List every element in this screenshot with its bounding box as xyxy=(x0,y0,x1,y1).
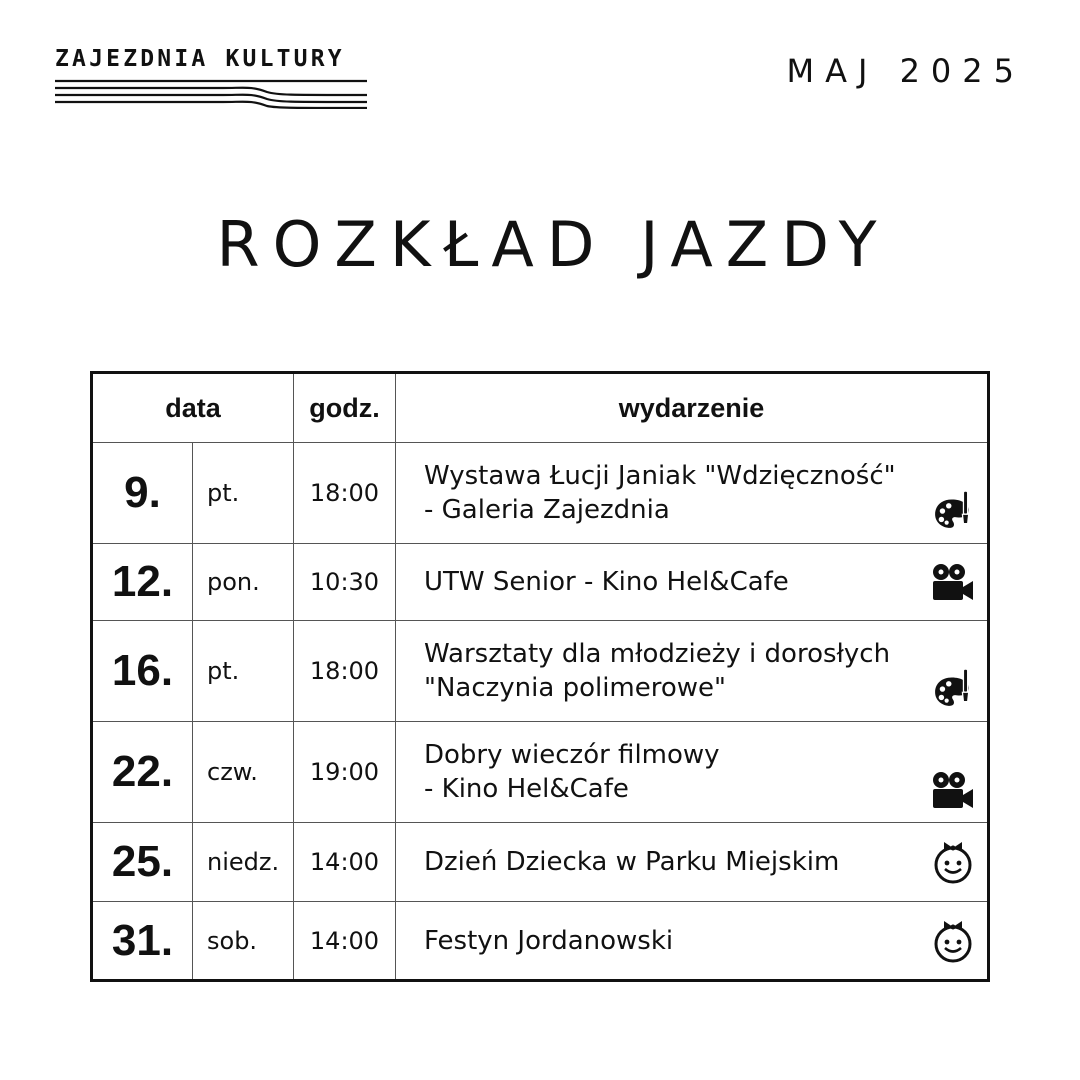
event-line: Dzień Dziecka w Parku Miejskim xyxy=(424,847,840,877)
event-line: UTW Senior - Kino Hel&Cafe xyxy=(424,567,789,597)
weekday-cell: niedz. xyxy=(193,823,294,902)
event-cell xyxy=(396,823,989,902)
palette-icon xyxy=(933,667,975,709)
header-date: data xyxy=(92,373,294,443)
table-header-row xyxy=(92,373,989,443)
table-row xyxy=(92,621,989,722)
event-text xyxy=(424,845,987,879)
logo xyxy=(55,48,367,109)
page-title: ROZKŁAD JAZDY xyxy=(216,208,890,281)
event-cell xyxy=(396,902,989,981)
time-cell: 14:00 xyxy=(294,823,396,902)
event-text xyxy=(424,459,987,527)
logo-text: ZAJEZDNIA KULTURY xyxy=(55,46,345,72)
weekday-cell: sob. xyxy=(193,902,294,981)
time-cell: 10:30 xyxy=(294,544,396,621)
day-cell: 31. xyxy=(92,902,193,981)
day-cell: 9. xyxy=(92,443,193,544)
day-cell: 12. xyxy=(92,544,193,621)
child-face-icon xyxy=(931,839,975,885)
time-cell: 14:00 xyxy=(294,902,396,981)
event-line: Warsztaty dla młodzieży i dorosłych xyxy=(424,639,891,669)
movie-camera-icon xyxy=(931,562,975,602)
weekday-cell: pon. xyxy=(193,544,294,621)
day-cell: 16. xyxy=(92,621,193,722)
weekday-cell: czw. xyxy=(193,722,294,823)
child-face-icon xyxy=(931,918,975,964)
weekday-cell: pt. xyxy=(193,443,294,544)
movie-camera-icon xyxy=(931,770,975,810)
event-cell xyxy=(396,722,989,823)
table-row xyxy=(92,722,989,823)
event-line: Festyn Jordanowski xyxy=(424,925,674,956)
rail-lines-icon xyxy=(55,79,367,109)
event-text xyxy=(424,924,987,958)
table-row xyxy=(92,823,989,902)
event-cell xyxy=(396,443,989,544)
table-row xyxy=(92,544,989,621)
palette-icon xyxy=(933,489,975,531)
event-line: Wystawa Łucji Janiak "Wdzięczność" xyxy=(424,461,896,491)
event-line: "Naczynia polimerowe" xyxy=(424,673,726,703)
event-line: - Kino Hel&Cafe xyxy=(424,774,629,804)
event-text xyxy=(424,637,987,705)
time-cell: 18:00 xyxy=(294,443,396,544)
table-row xyxy=(92,902,989,981)
day-cell: 25. xyxy=(92,823,193,902)
weekday-cell: pt. xyxy=(193,621,294,722)
event-cell xyxy=(396,621,989,722)
event-cell xyxy=(396,544,989,621)
month-label: MAJ 2025 xyxy=(786,52,1025,90)
header-event: wydarzenie xyxy=(396,373,989,443)
event-text xyxy=(424,738,987,806)
event-line: - Galeria Zajezdnia xyxy=(424,495,670,525)
event-line: Dobry wieczór filmowy xyxy=(424,740,720,770)
event-text xyxy=(424,565,987,599)
time-cell: 19:00 xyxy=(294,722,396,823)
day-cell: 22. xyxy=(92,722,193,823)
header-time: godz. xyxy=(294,373,396,443)
time-cell: 18:00 xyxy=(294,621,396,722)
table-row xyxy=(92,443,989,544)
schedule-table xyxy=(90,371,990,982)
